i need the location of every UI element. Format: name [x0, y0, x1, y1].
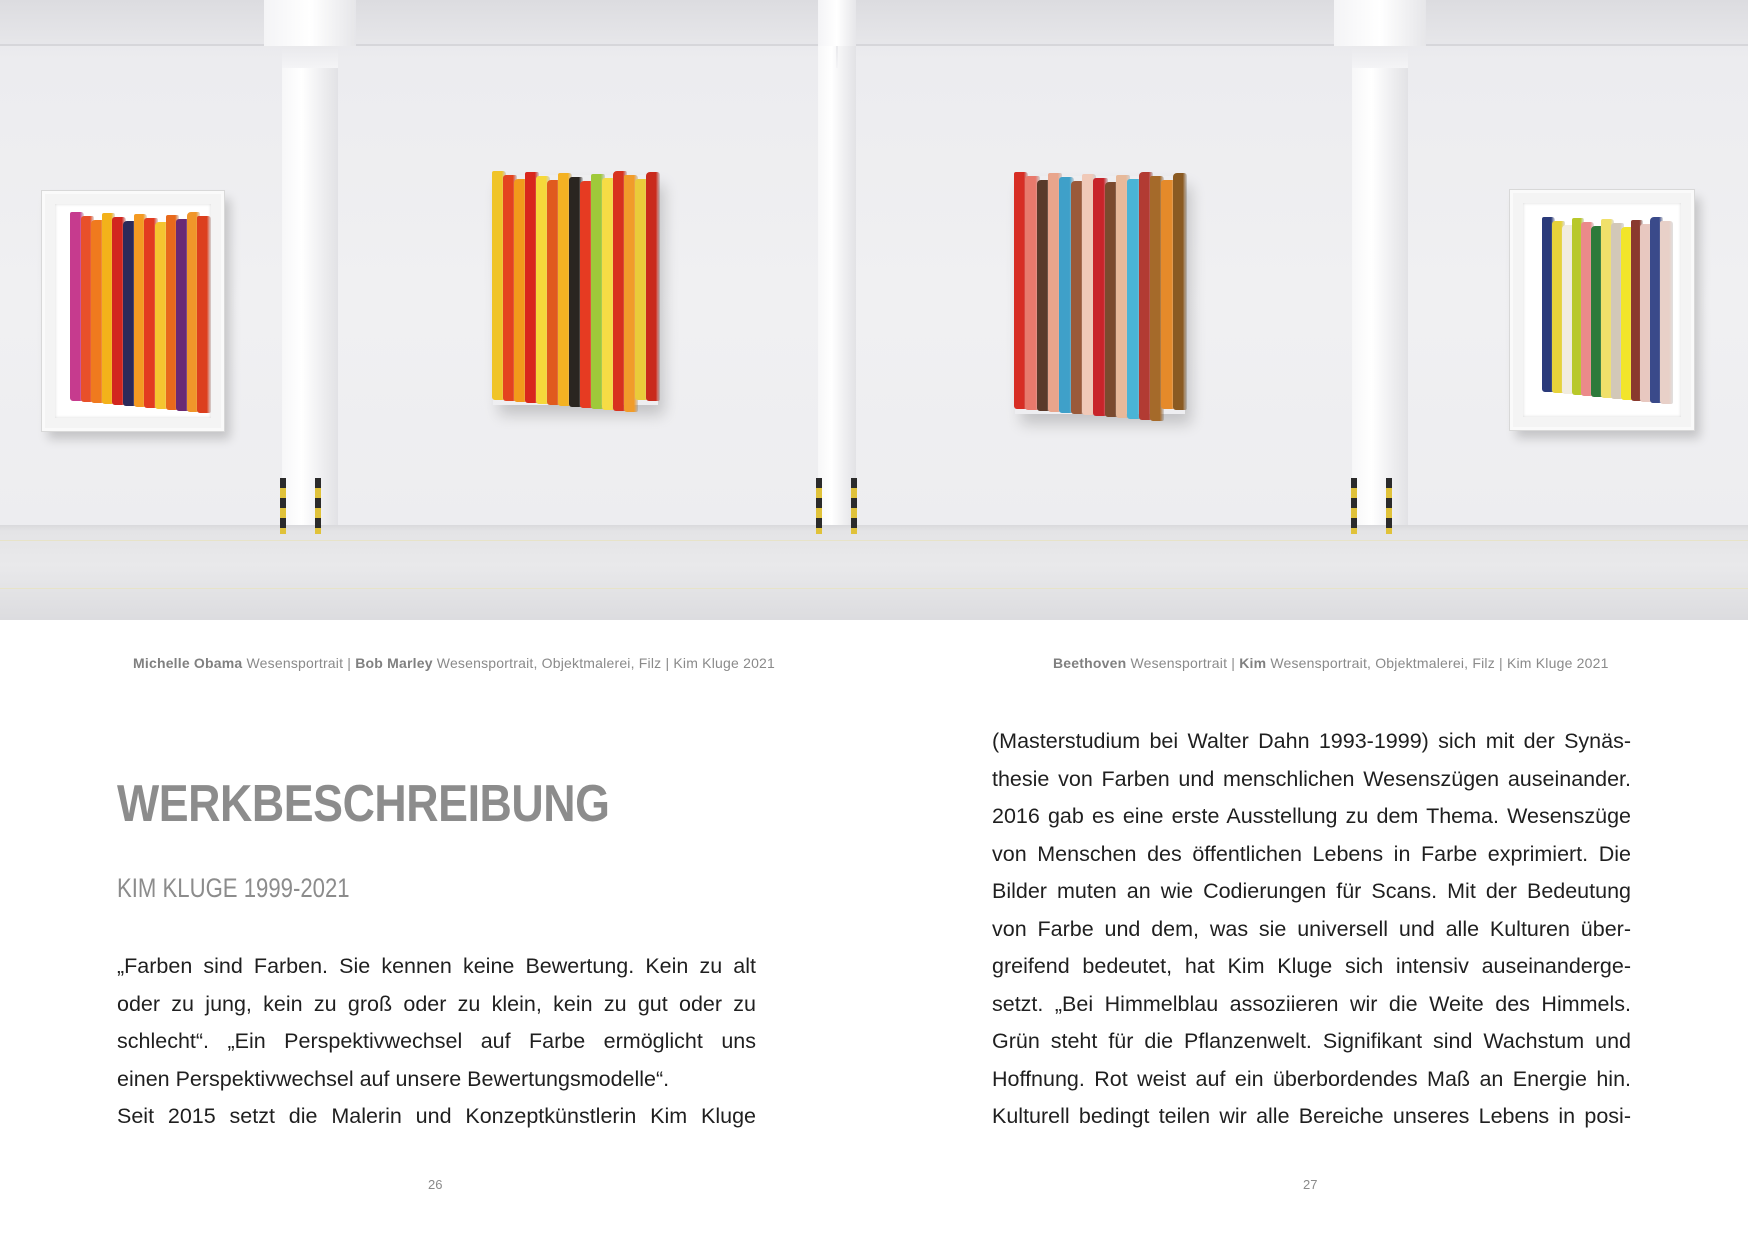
- body-line: oder zu jung, kein zu groß oder zu klein, kein zu gut oder zu: [117, 991, 756, 1016]
- caption-description: Wesensportrait |: [1126, 655, 1240, 671]
- artwork-bob-marley: [493, 175, 658, 405]
- caption-artwork-name: Michelle Obama: [133, 655, 243, 671]
- caption-right: [1053, 655, 1609, 671]
- body-line: von Farbe und dem, was sie universell und alle Kulturen über-: [992, 916, 1631, 941]
- body-line: schlecht“. „Ein Perspektivwechsel auf Farbe ermöglicht uns: [117, 1029, 756, 1053]
- felt-stripe: [197, 216, 211, 413]
- body-line: Seit 2015 setzt die Malerin und Konzeptkünstlerin Kim Kluge: [117, 1104, 756, 1128]
- felt-stripe: [646, 172, 660, 401]
- gallery-floor: [0, 525, 1748, 620]
- body-line: von Menschen des öffentlichen Lebens in Farbe exprimiert. Die: [992, 841, 1631, 866]
- body-line: 2016 gab es eine erste Ausstellung zu dem Thema. Wesenszüge: [992, 804, 1631, 828]
- gallery-ceiling: [0, 0, 1748, 46]
- body-line: (Masterstudium bei Walter Dahn 1993-1999) sich mit der Synäs-: [992, 729, 1631, 753]
- gallery-pillar: [282, 0, 338, 535]
- bollard-post: [1386, 478, 1392, 534]
- page-number-right: 27: [1303, 1177, 1318, 1192]
- body-line: Bilder muten an wie Codierungen für Scans. Mit der Bedeutung: [992, 879, 1631, 903]
- body-line: Grün steht für die Pflanzenwelt. Signifikant sind Wachstum und: [992, 1029, 1631, 1053]
- caption-left: [133, 655, 775, 671]
- body-line: „Farben sind Farben. Sie kennen keine Bewertung. Kein zu alt: [117, 954, 756, 978]
- body-line: greifend bedeutet, hat Kim Kluge sich intensiv auseinanderge-: [992, 954, 1631, 978]
- caption-description: Wesensportrait, Objektmalerei, Filz | Kim Kluge 2021: [432, 655, 776, 671]
- caption-description: Wesensportrait |: [242, 655, 356, 671]
- gallery-pillar: [818, 0, 856, 535]
- bollard-post: [851, 478, 857, 534]
- bollard-post: [1351, 478, 1357, 534]
- bollard-post: [280, 478, 286, 534]
- section-heading: WERKBESCHREIBUNG: [117, 775, 610, 833]
- caption-artwork-name: Beethoven: [1053, 655, 1127, 671]
- body-line: einen Perspektivwechsel auf unsere Bewertungsmodelle“.: [117, 1066, 670, 1091]
- felt-stripe: [1173, 173, 1187, 410]
- body-line: setzt. „Bei Himmelblau assoziieren wir die Weite des Himmels.: [992, 991, 1631, 1016]
- felt-stripe: [1660, 221, 1673, 404]
- artwork-frame-michelle-obama: [42, 191, 224, 431]
- bollard-post: [816, 478, 822, 534]
- artwork-beethoven: [1015, 176, 1185, 414]
- section-subheading: KIM KLUGE 1999-2021: [117, 873, 350, 903]
- body-line: thesie von Farben und menschlichen Wesenszügen auseinander.: [992, 766, 1631, 791]
- artwork-frame-kim: [1510, 190, 1694, 430]
- body-line: Kulturell bedingt teilen wir alle Bereiche unseres Lebens in posi-: [992, 1104, 1631, 1128]
- caption-artwork-name: Kim: [1239, 655, 1267, 671]
- body-text-right: [992, 723, 1631, 1136]
- body-line: Hoffnung. Rot weist auf ein überbordendes Maß an Energie hin.: [992, 1066, 1631, 1091]
- artwork-kim: [1543, 221, 1671, 397]
- page-number-left: 26: [428, 1177, 443, 1192]
- caption-artwork-name: Bob Marley: [355, 655, 433, 671]
- body-text-left: [117, 948, 756, 1136]
- artwork-michelle-obama: [71, 216, 209, 406]
- bollard-post: [315, 478, 321, 534]
- gallery-pillar: [1352, 0, 1408, 535]
- caption-description: Wesensportrait, Objektmalerei, Filz | Kim Kluge 2021: [1266, 655, 1609, 671]
